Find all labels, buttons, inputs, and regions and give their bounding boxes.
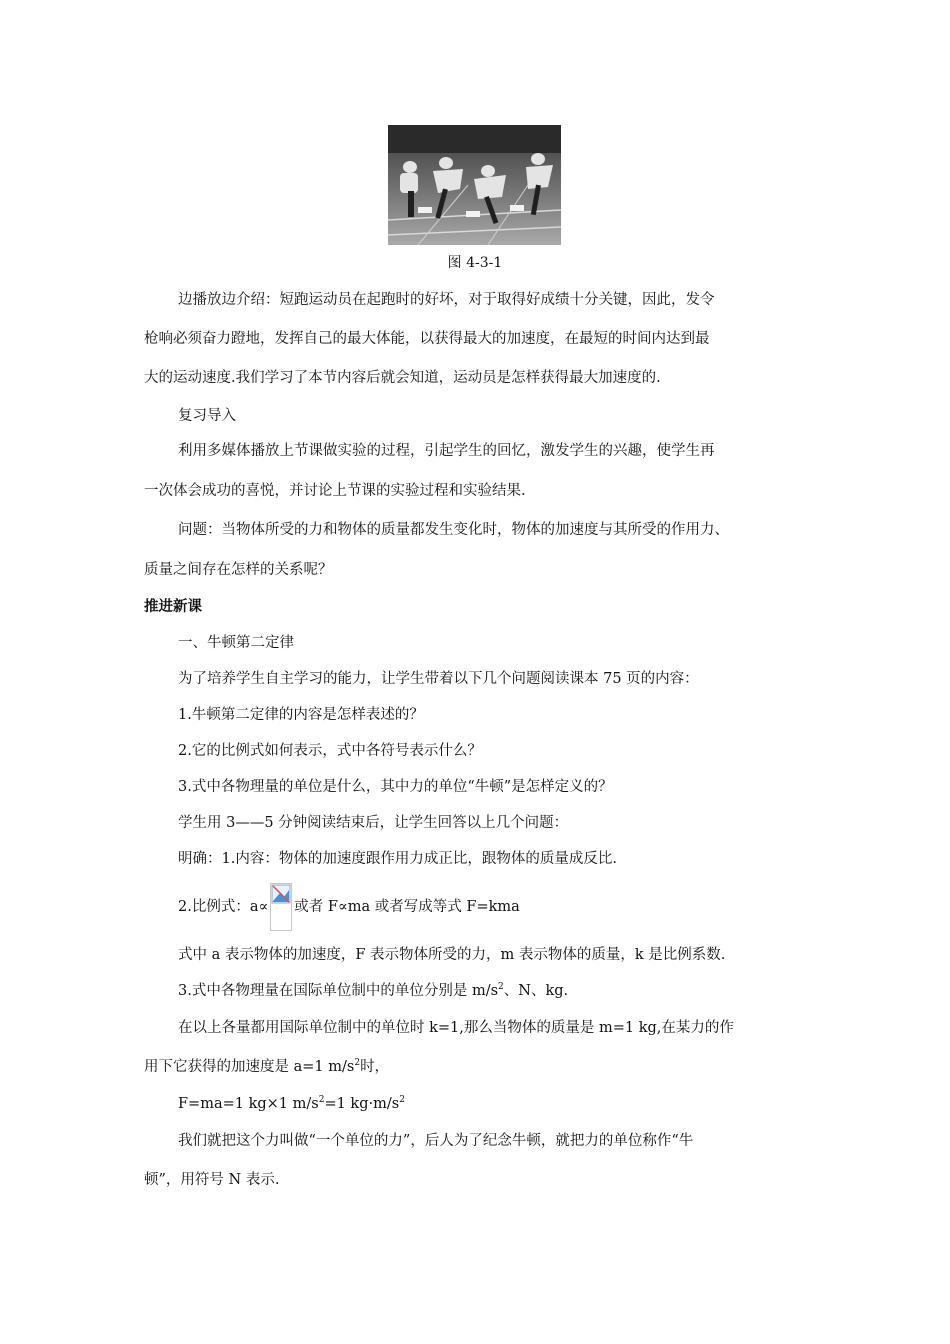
answer-2-suffix: 或者 F∝ma 或者写成等式 F=kma [294, 899, 520, 915]
conclusion-line-2: 顿”，用符号 N 表示. [144, 1172, 280, 1188]
reading-question-2: 2.它的比例式如何表示，式中各符号表示什么？ [178, 743, 482, 759]
image-placeholder-icon [271, 884, 291, 904]
unit-line-2: 用下它获得的加速度是 a=1 $m/s^2$时， [144, 1058, 390, 1075]
answer-3: 3.式中各物理量在国际单位制中的单位分别是 $m/s^2$、N、kg. [178, 982, 569, 999]
unit-line-1: 在以上各量都用国际单位制中的单位时 k=1,那么当物体的质量是 m=1 kg,在某力的作 [178, 1020, 734, 1036]
symbol-explanation: 式中 a 表示物体的加速度，F 表示物体所受的力，m 表示物体的质量，k 是比例系数. [178, 947, 726, 963]
conclusion-line-1: 我们就把这个力叫做“一个单位的力”，后人为了纪念牛顿，就把力的单位称作“牛 [178, 1133, 694, 1149]
question-line-1: 问题：当物体所受的力和物体的质量都发生变化时，物体的加速度与其所受的作用力、 [178, 522, 729, 538]
intro-line-2: 枪响必须奋力蹬地，发挥自己的最大体能，以获得最大的加速度，在最短的时间内达到最 [144, 331, 710, 347]
review-heading: 复习导入 [178, 408, 236, 424]
reading-question-1: 1.牛顿第二定律的内容是怎样表述的？ [178, 707, 424, 723]
answer-2-prefix: 2.比例式：a∝ [178, 899, 269, 915]
review-line-1: 利用多媒体播放上节课做实验的过程，引起学生的回忆，激发学生的兴趣，使学生再 [178, 443, 715, 459]
answer-1: 明确：1.内容：物体的加速度跟作用力成正比，跟物体的质量成反比. [178, 851, 617, 867]
newton-formula: F=ma=1 kg×1 $m/s^2=1$ $kg\cdot m/s^2$ [178, 1095, 405, 1112]
reading-intro: 为了培养学生自主学习的能力，让学生带着以下几个问题阅读课本 75 页的内容： [178, 671, 699, 687]
intro-line-3: 大的运动速度.我们学习了本节内容后就会知道，运动员是怎样获得最大加速度的. [144, 370, 661, 386]
answer-2 [178, 883, 520, 931]
reading-question-3: 3.式中各物理量的单位是什么，其中力的单位“牛顿”是怎样定义的？ [178, 779, 613, 795]
intro-line-1: 边播放边介绍：短跑运动员在起跑时的好坏，对于取得好成绩十分关键，因此，发令 [178, 292, 715, 308]
broken-formula-image-icon [270, 883, 292, 931]
sprinters-photo [388, 125, 561, 245]
subsection-heading: 一、牛顿第二定律 [178, 635, 294, 651]
section-heading: 推进新课 [144, 599, 202, 615]
review-line-2: 一次体会成功的喜悦，并讨论上节课的实验过程和实验结果. [144, 483, 526, 499]
figure-caption: 图 4-3-1 [447, 255, 503, 271]
sprinters-starting-photo [388, 125, 561, 245]
question-line-2: 质量之间存在怎样的关系呢？ [144, 562, 333, 578]
reading-time: 学生用 3——5 分钟阅读结束后，让学生回答以上几个问题： [178, 815, 569, 831]
